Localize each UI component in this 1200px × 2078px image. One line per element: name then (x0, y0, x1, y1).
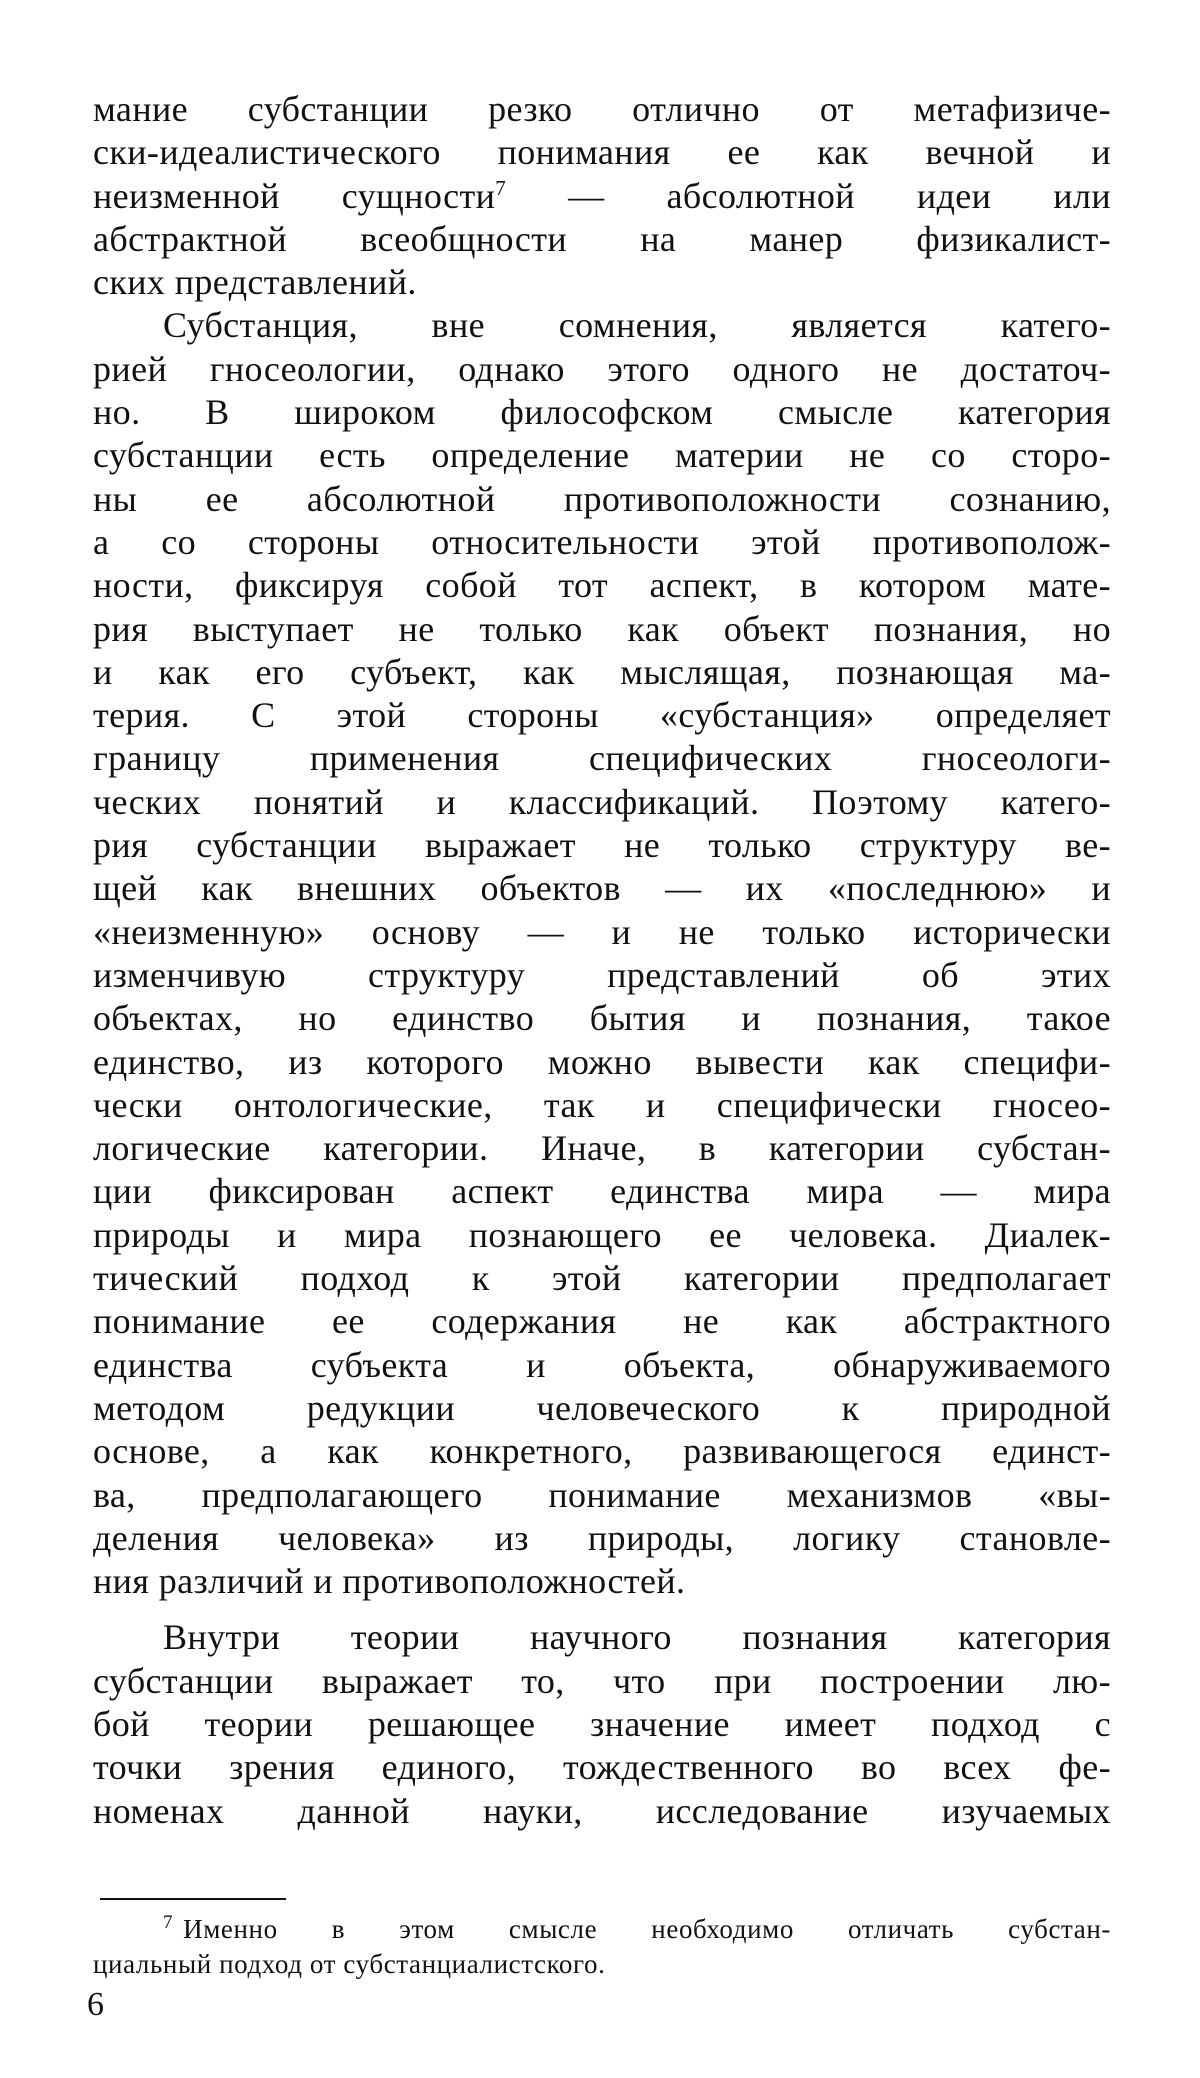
text-line: изменчивую структуру представлений об этих (93, 954, 1111, 995)
text-line: ски-идеалистического понимания ее как вечной и (93, 132, 1111, 173)
text-line: чески онтологические, так и специфически гносео- (93, 1084, 1111, 1125)
text-line: рия выступает не только как объект познания, но (93, 608, 1111, 649)
main-text (93, 88, 1111, 1833)
text-line: объектах, но единство бытия и познания, такое (93, 998, 1111, 1039)
text-line: природы и мира познающего ее человека. Диалек- (93, 1214, 1111, 1255)
text-line: ских представлений. (93, 262, 417, 303)
footnote-marker: 7 (163, 1912, 174, 1933)
text-fragment: — абсолютной идеи или (506, 175, 1111, 216)
text-line: рия субстанции выражает не только структуру ве- (93, 825, 1111, 866)
text-line: ческих понятий и классификаций. Поэтому катего- (93, 781, 1111, 822)
text-line: единство, из которого можно вывести как специфи- (93, 1041, 1111, 1082)
text-line: методом редукции человеческого к природной (93, 1387, 1111, 1428)
footnote-divider (100, 1898, 286, 1900)
text-line: абстрактной всеобщности на манер физикалист- (93, 218, 1111, 259)
text-line: субстанции выражает то, что при построении лю- (93, 1660, 1111, 1701)
text-line: рией гносеологии, однако этого одного не достаточ- (93, 348, 1111, 389)
text-line: щей как внешних объектов — их «последнюю» и (93, 868, 1111, 909)
page-number: 6 (87, 1986, 104, 2023)
footnote-text: Именно в этом смысле необходимо отличать субстан- (183, 1914, 1111, 1944)
text-line: мание субстанции резко отлично от метафизиче- (93, 89, 1111, 129)
text-line: основе, а как конкретного, развивающегося единст- (93, 1431, 1111, 1472)
footnote (93, 1912, 1111, 1982)
text-line: ции фиксирован аспект единства мира — мира (93, 1171, 1111, 1212)
text-line: ности, фиксируя собой тот аспект, в котором мате- (93, 565, 1111, 606)
text-line: деления человека» из природы, логику становле- (93, 1517, 1111, 1558)
text-line: Внутри теории научного познания категория (163, 1617, 1111, 1658)
text-line: ния различий и противоположностей. (93, 1561, 686, 1602)
text-line (93, 175, 1111, 218)
text-line: но. В широком философском смысле категория (93, 392, 1111, 433)
text-line: бой теории решающее значение имеет подход с (93, 1703, 1111, 1744)
text-line: и как его субъект, как мыслящая, познающая ма- (93, 651, 1111, 692)
footnote-line (93, 1912, 1111, 1947)
text-line: номенах данной науки, исследование изучаемых (93, 1790, 1111, 1831)
text-line: границу применения специфических гносеологи- (93, 738, 1111, 779)
text-line: тический подход к этой категории предполагает (93, 1258, 1111, 1299)
text-line: логические категории. Иначе, в категории субстан- (93, 1128, 1111, 1169)
text-fragment: неизменной сущности (93, 175, 496, 216)
footnote-reference[interactable]: 7 (495, 175, 507, 200)
footnote-line: циальный подход от субстанциалистского. (93, 1949, 606, 1979)
text-line: Субстанция, вне сомнения, является катего- (163, 305, 1111, 346)
text-line: точки зрения единого, тождественного во всех фе- (93, 1747, 1111, 1788)
text-line: «неизменную» основу — и не только исторически (93, 911, 1111, 952)
text-line: ны ее абсолютной противоположности сознанию, (93, 478, 1111, 519)
text-line: понимание ее содержания не как абстрактного (93, 1301, 1111, 1342)
text-line: а со стороны относительности этой противополож- (93, 521, 1111, 562)
text-line: субстанции есть определение материи не со сторо- (93, 435, 1111, 476)
text-line: терия. С этой стороны «субстанция» определяет (93, 695, 1111, 736)
text-line: единства субъекта и объекта, обнаруживаемого (93, 1344, 1111, 1385)
text-line: ва, предполагающего понимание механизмов «вы- (93, 1474, 1111, 1515)
